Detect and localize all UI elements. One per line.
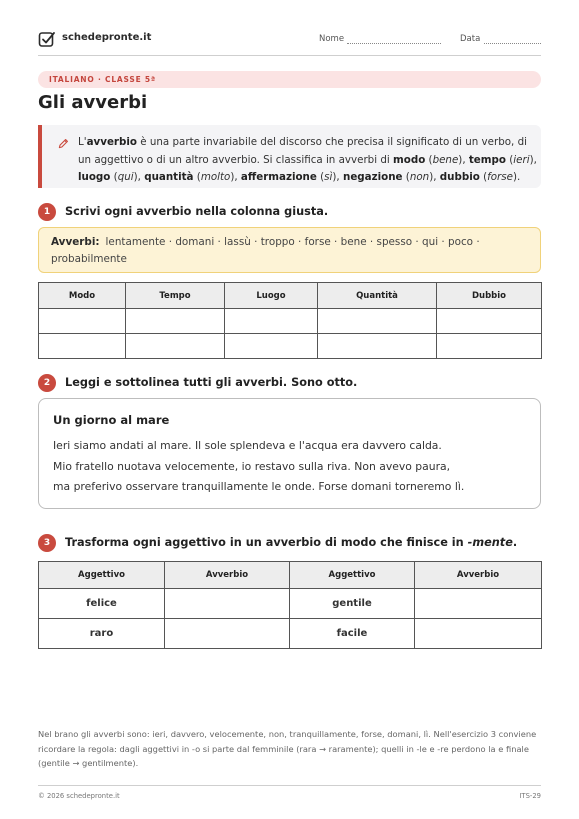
reading-line: Ieri siamo andati al mare. Il sole splendeva e l'acqua era davvero calda. [53, 439, 442, 452]
answer-cell[interactable] [415, 619, 542, 649]
table-header-row [39, 283, 542, 309]
pencil-icon [58, 138, 69, 149]
answer-cell[interactable] [39, 309, 126, 334]
date-label: Data [460, 34, 481, 44]
column-header: Aggettivo [290, 562, 415, 589]
page-header [38, 28, 541, 56]
column-header: Luogo [225, 283, 318, 309]
name-label: Nome [319, 34, 345, 44]
copyright: © 2026 schedepronte.it [38, 792, 120, 800]
table-row [39, 619, 542, 649]
answer-cell[interactable] [437, 334, 542, 359]
answer-cell[interactable] [225, 334, 318, 359]
answer-cell[interactable] [165, 589, 290, 619]
teacher-note: Nel brano gli avverbi sono: ieri, davvero, velocemente, non, tranquillamente, forse, domani, lì. Nell'esercizio 3 conviene ricordare la regola: dagli aggettivi in -o si parte dal femminile (rara → raramente); quelli in -le e -re perdono la e finale (gentile → gentilmente). [38, 729, 537, 768]
date-field[interactable] [484, 43, 541, 44]
exercise-number-badge: 3 [38, 534, 56, 552]
subject-tag-text: ITALIANO · CLASSE 5ª [49, 75, 156, 84]
answer-cell[interactable] [165, 619, 290, 649]
page-title: Gli avverbi [38, 92, 148, 113]
answer-cell[interactable] [39, 334, 126, 359]
worksheet-code: ITS-29 [519, 792, 541, 800]
answer-cell[interactable] [415, 589, 542, 619]
exercise-instruction: Leggi e sottolinea tutti gli avverbi. Sono otto. [65, 376, 358, 389]
reading-line: ma preferivo osservare tranquillamente le onde. Forse domani torneremo lì. [53, 480, 465, 493]
classification-table [38, 282, 542, 359]
answer-cell[interactable] [437, 309, 542, 334]
adjective-cell: gentile [290, 589, 415, 619]
checkbox-logo-icon [38, 30, 56, 48]
reading-line: Mio fratello nuotava velocemente, io restavo sulla riva. Non avevo paura, [53, 459, 451, 473]
reading-title: Un giorno al mare [53, 413, 170, 427]
exercise-number-badge: 2 [38, 374, 56, 392]
page-footer [38, 785, 541, 805]
answer-cell[interactable] [126, 334, 225, 359]
column-header: Quantità [318, 283, 437, 309]
rule-text: L'avverbio è una parte invariabile del discorso che precisa il significato di un verbo, di un aggettivo o di un altro avverbio. Si classifica in avverbi di modo (bene), tempo (ieri), luogo (qui), quantità (molto), affermazione (sì), negazione (non), dubbio (forse). [78, 136, 537, 183]
adjective-cell: facile [290, 619, 415, 649]
table-row [39, 334, 542, 359]
table-row [39, 309, 542, 334]
column-header: Avverbio [165, 562, 290, 589]
answer-cell[interactable] [225, 309, 318, 334]
exercise-number-badge: 1 [38, 203, 56, 221]
word-bank-label: Avverbi: [51, 236, 100, 248]
column-header: Avverbio [415, 562, 542, 589]
name-field[interactable] [347, 43, 441, 44]
table-header-row [39, 562, 542, 589]
column-header: Tempo [126, 283, 225, 309]
adjective-cell: felice [39, 589, 165, 619]
site-logo-text: schedepronte.it [62, 32, 152, 43]
reading-body[interactable] [53, 436, 533, 498]
subject-tag [38, 71, 541, 88]
column-header: Aggettivo [39, 562, 165, 589]
exercise-instruction: Trasforma ogni aggettivo in un avverbio di modo che finisce in -mente. [65, 536, 518, 549]
transformation-table [38, 561, 542, 649]
exercise-instruction: Scrivi ogni avverbio nella colonna giusta. [65, 205, 329, 218]
word-bank-words: lentamente · domani · lassù · troppo · forse · bene · spesso · qui · poco · probabilmente [51, 236, 480, 265]
word-bank [38, 227, 541, 273]
answer-cell[interactable] [126, 309, 225, 334]
adjective-cell: raro [39, 619, 165, 649]
answer-cell[interactable] [318, 309, 437, 334]
table-row [39, 589, 542, 619]
column-header: Modo [39, 283, 126, 309]
rule-box [38, 125, 541, 188]
column-header: Dubbio [437, 283, 542, 309]
reading-text-box [38, 398, 541, 509]
answer-cell[interactable] [318, 334, 437, 359]
